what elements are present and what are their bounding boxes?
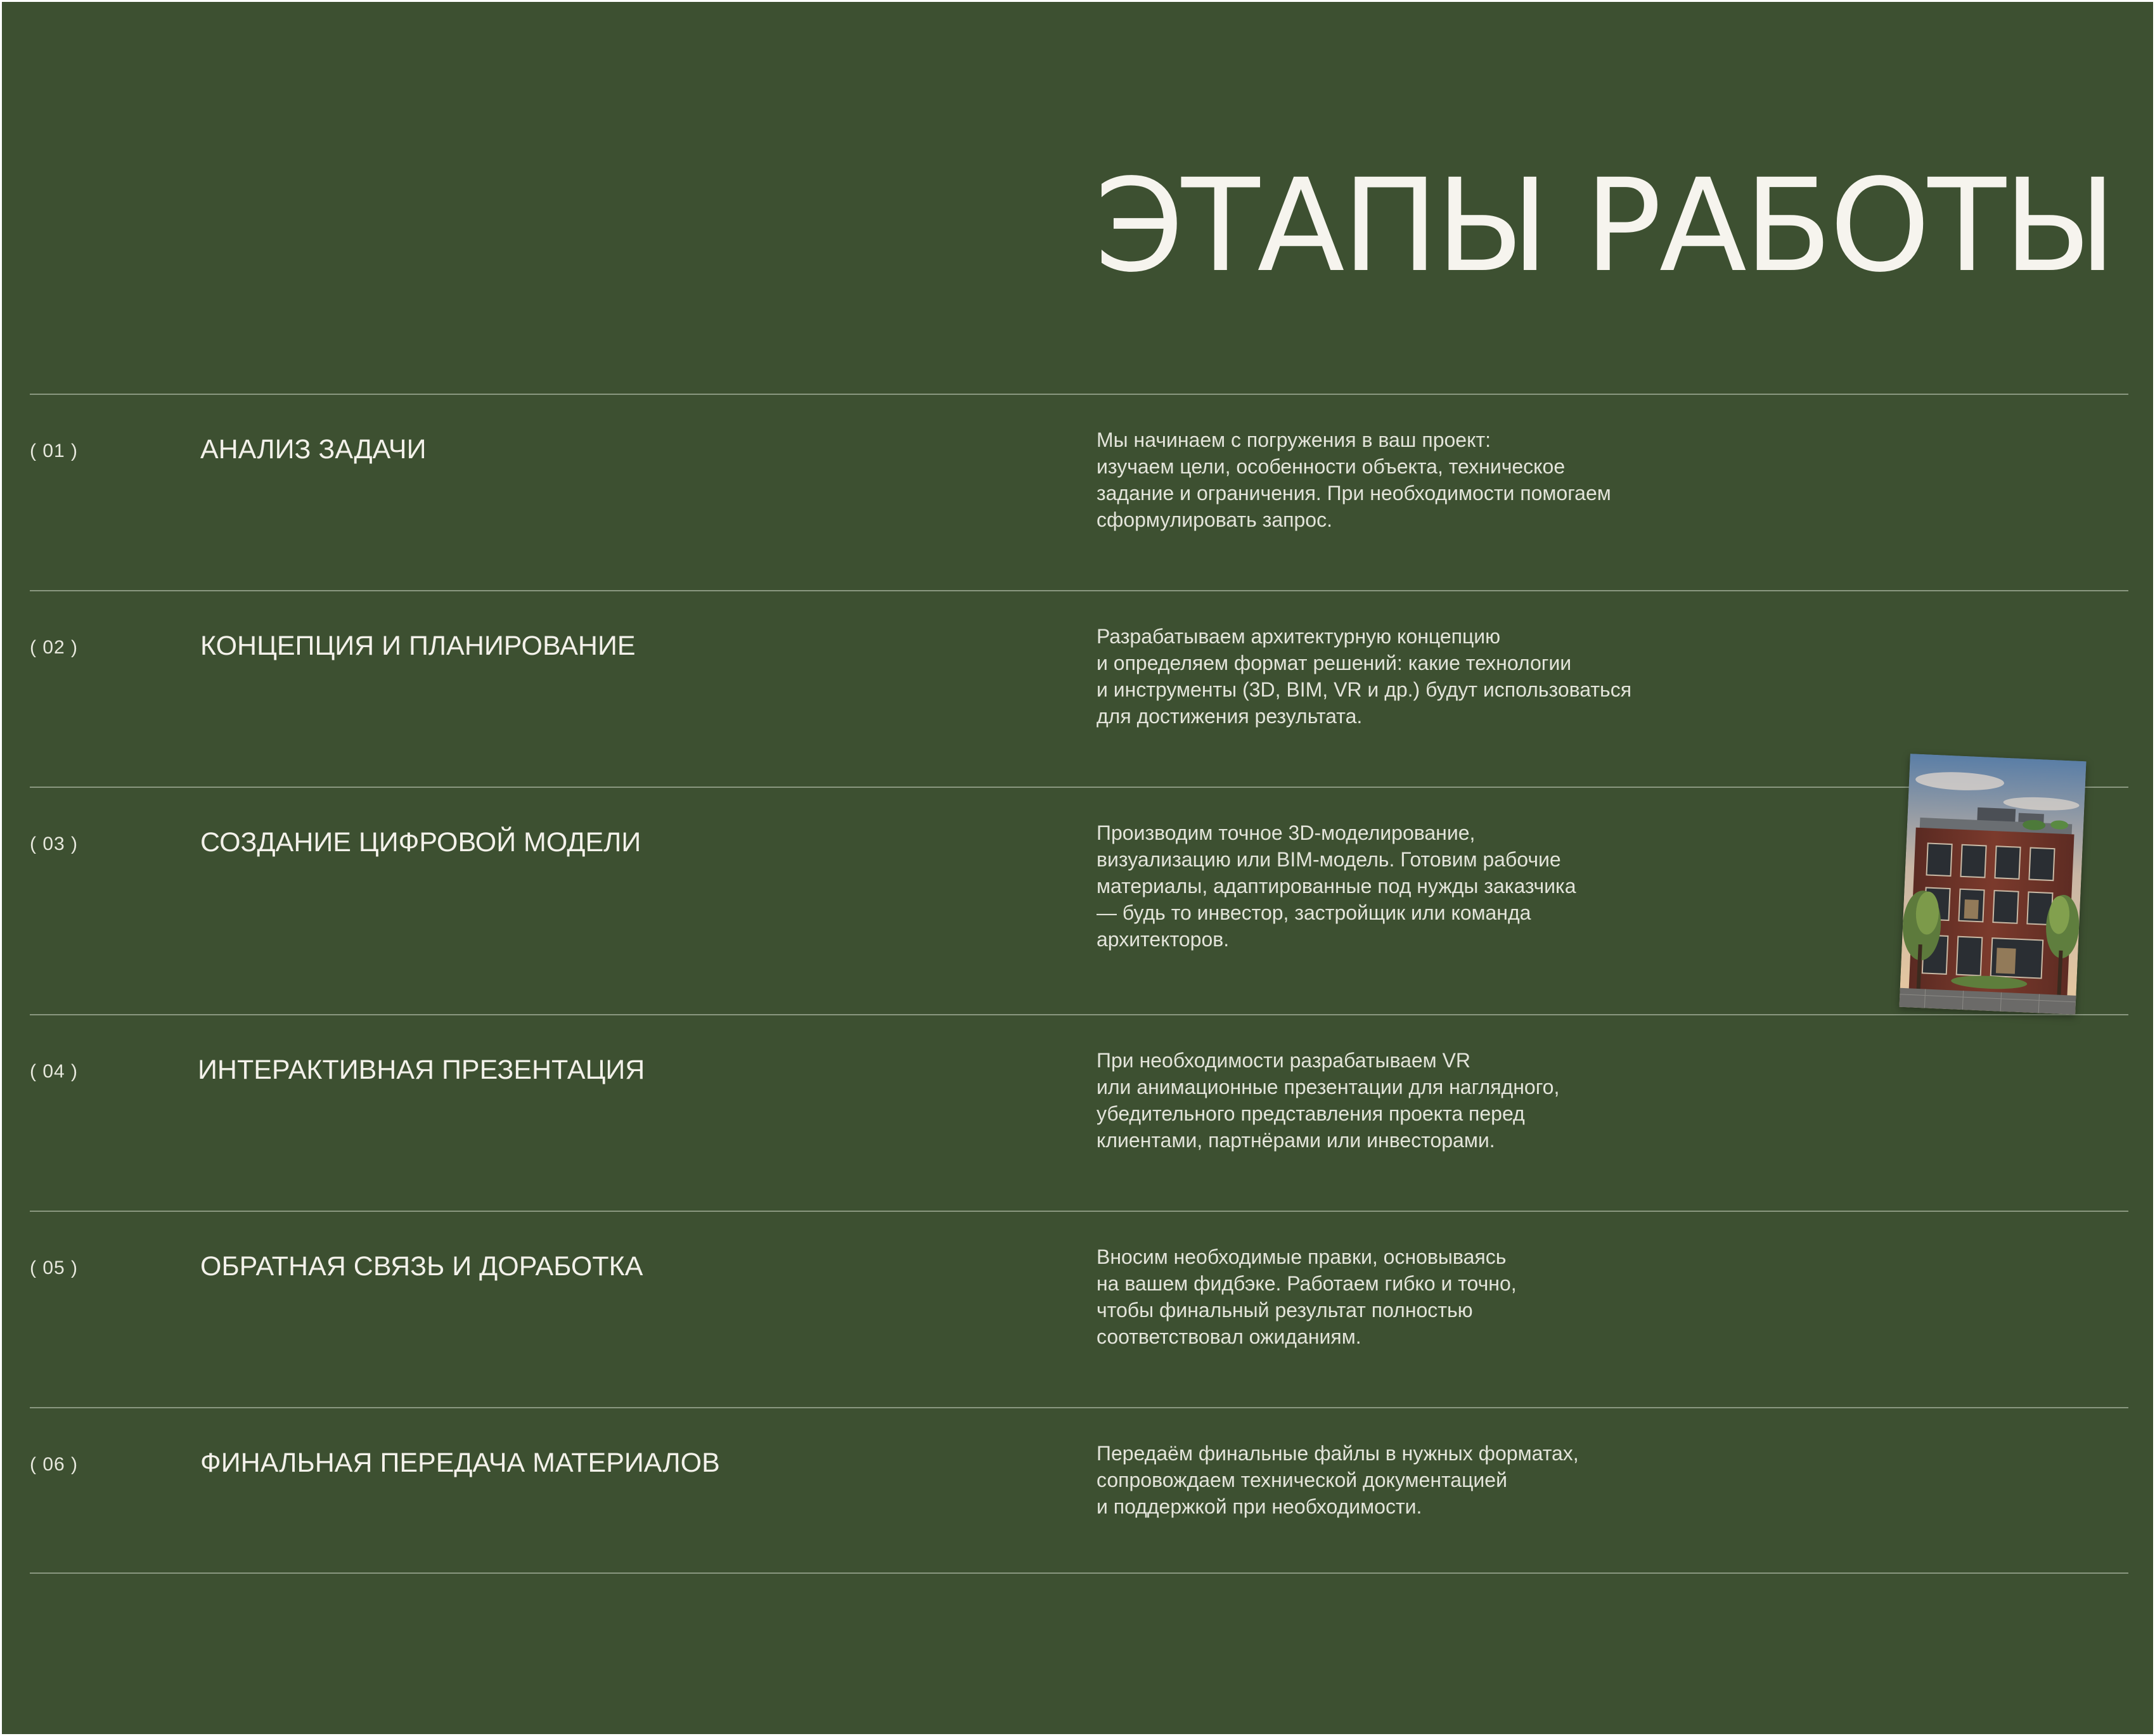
stage-description	[1097, 623, 1631, 730]
stage-heading: ФИНАЛЬНАЯ ПЕРЕДАЧА МАТЕРИАЛОВ	[200, 1448, 720, 1478]
description-line: Разрабатываем архитектурную концепцию	[1097, 625, 1501, 648]
divider	[30, 1211, 2128, 1212]
description-line: на вашем фидбэке. Работаем гибко и точно,	[1097, 1272, 1517, 1295]
description-line: Передаём финальные файлы в нужных форматах,	[1097, 1442, 1579, 1465]
stage-description	[1097, 1244, 1517, 1350]
description-line: Вносим необходимые правки, основываясь	[1097, 1245, 1507, 1268]
stage-heading: ОБРАТНАЯ СВЯЗЬ И ДОРАБОТКА	[200, 1251, 643, 1282]
description-line: и поддержкой при необходимости.	[1097, 1495, 1422, 1518]
stage-number: ( 05 )	[30, 1257, 79, 1278]
stage-number: ( 01 )	[30, 440, 79, 461]
page-title: ЭТАПЫ РАБОТЫ	[1095, 151, 2114, 300]
stage-description	[1097, 427, 1611, 533]
stage-description	[1097, 1047, 1559, 1154]
description-line: сформулировать запрос.	[1097, 508, 1332, 531]
description-line: чтобы финальный результат полностью	[1097, 1299, 1473, 1321]
work-stages-page	[2, 2, 2153, 1734]
stage-number: ( 06 )	[30, 1454, 79, 1475]
stage-number: ( 02 )	[30, 637, 79, 658]
description-line: клиентами, партнёрами или инвесторами.	[1097, 1129, 1495, 1152]
description-line: для достижения результата.	[1097, 705, 1363, 728]
stage-heading: ИНТЕРАКТИВНАЯ ПРЕЗЕНТАЦИЯ	[198, 1055, 645, 1085]
description-line: сопровождаем технической документацией	[1097, 1469, 1507, 1491]
description-line: Мы начинаем с погружения в ваш проект:	[1097, 428, 1491, 451]
stage-description	[1097, 820, 1576, 953]
stage-description	[1097, 1440, 1579, 1520]
divider	[30, 590, 2128, 591]
description-line: материалы, адаптированные под нужды заказчика	[1097, 875, 1576, 897]
description-line: и инструменты (3D, BIM, VR и др.) будут использоваться	[1097, 678, 1632, 701]
divider	[30, 787, 2128, 788]
stage-number: ( 03 )	[30, 833, 79, 854]
description-line: убедительного представления проекта перед	[1097, 1102, 1525, 1125]
stage-heading: КОНЦЕПЦИЯ И ПЛАНИРОВАНИЕ	[200, 631, 636, 661]
divider	[30, 394, 2128, 395]
description-line: задание и ограничения. При необходимости помогаем	[1097, 482, 1611, 505]
divider	[30, 1407, 2128, 1408]
description-line: изучаем цели, особенности объекта, техническое	[1097, 455, 1566, 478]
description-line: соответствовал ожиданиям.	[1097, 1325, 1361, 1348]
description-line: визуализацию или BIM-модель. Готовим рабочие	[1097, 848, 1561, 871]
description-line: и определяем формат решений: какие технологии	[1097, 652, 1572, 674]
description-line: Производим точное 3D-моделирование,	[1097, 821, 1476, 844]
divider	[30, 1572, 2128, 1574]
stage-number: ( 04 )	[30, 1061, 79, 1082]
divider	[30, 1014, 2128, 1015]
building-photo	[1899, 754, 2086, 1015]
description-line: или анимационные презентации для наглядного,	[1097, 1076, 1560, 1098]
stage-heading: СОЗДАНИЕ ЦИФРОВОЙ МОДЕЛИ	[200, 827, 641, 858]
description-line: При необходимости разрабатываем VR	[1097, 1049, 1471, 1072]
description-line: архитекторов.	[1097, 928, 1230, 951]
description-line: — будь то инвестор, застройщик или команда	[1097, 901, 1531, 924]
stage-heading: АНАЛИЗ ЗАДАЧИ	[200, 434, 427, 465]
